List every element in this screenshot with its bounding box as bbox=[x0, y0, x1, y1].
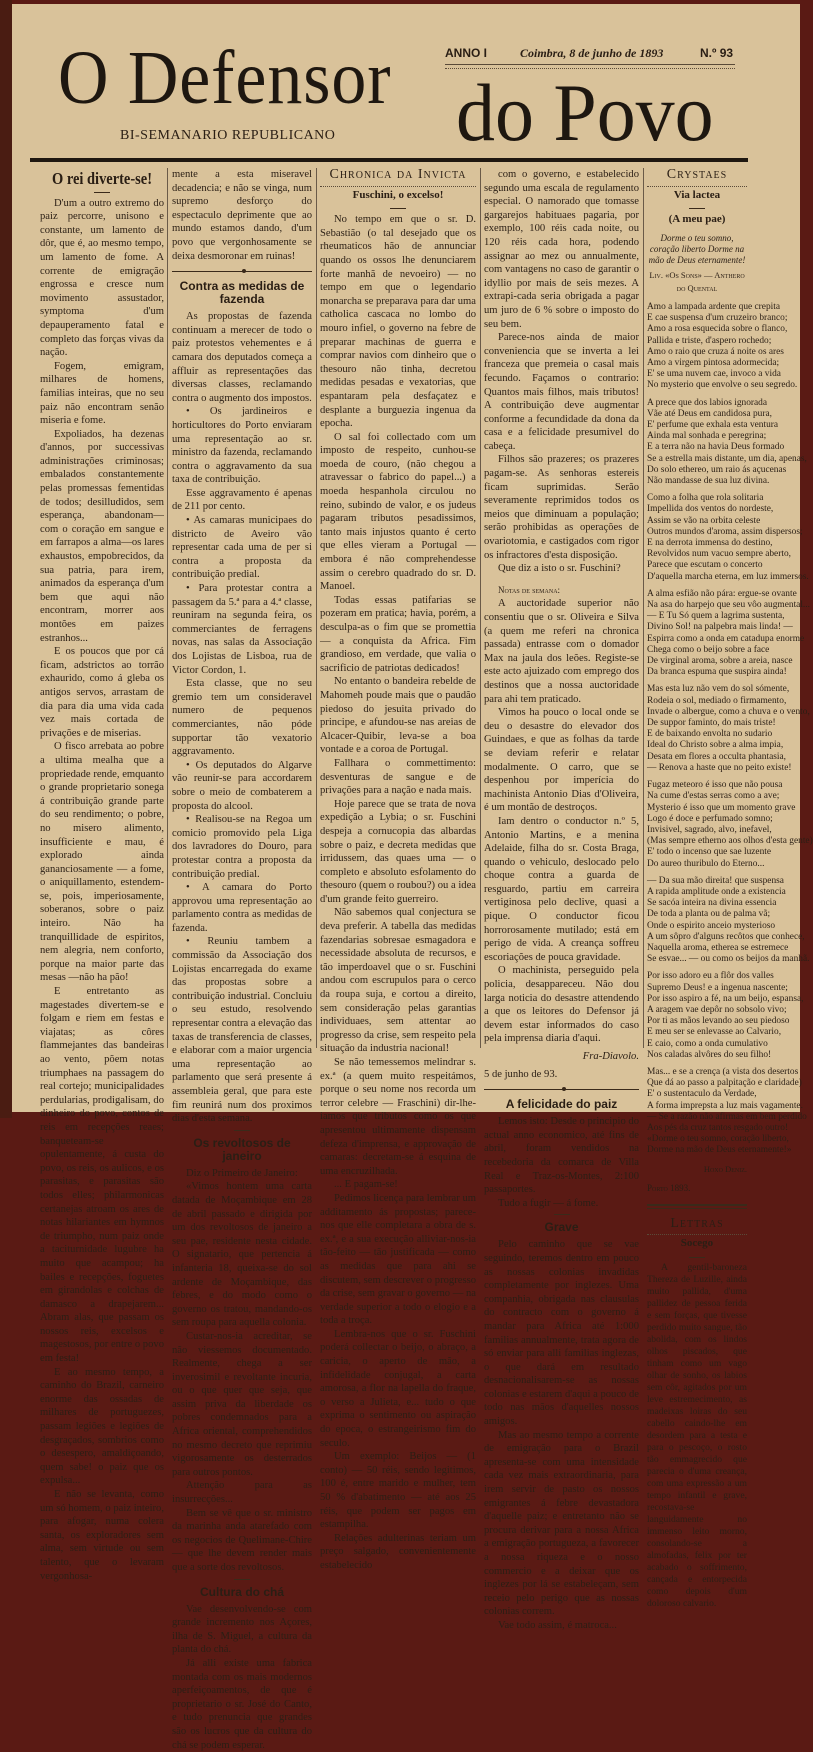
paragraph: D'um a outro extremo do paiz percorre, unisono e constante, um lamento de dôr, que é, ao mesmo tempo, um lamento de fome. A corrente de emigração engrossa e cresce num movimento assustador, symptoma d'um depauperamento fatal e completo das forças vivas da nação. bbox=[40, 197, 164, 359]
stanza bbox=[647, 875, 810, 966]
article-body bbox=[40, 197, 164, 1584]
section-body bbox=[484, 1238, 639, 1632]
poem-line: Espirra como a onda em catadupa enorme bbox=[647, 633, 805, 644]
poem-place-date: Porto 1893. bbox=[647, 1183, 691, 1194]
poem-line: Naquella aroma, etherea se estremece bbox=[647, 942, 789, 953]
stanza bbox=[647, 684, 810, 774]
issue-number: N.º 93 bbox=[700, 46, 734, 60]
poem-line: D'aquella marcha eterna, em luz immersos. bbox=[647, 571, 809, 582]
paragraph: Attenção para as insurrecções... bbox=[172, 1480, 312, 1506]
column-1 bbox=[40, 168, 164, 1582]
poem-line: Mas... e se a crença (a vista dos desertos bbox=[647, 1066, 799, 1077]
ornament bbox=[689, 208, 705, 209]
poem-line: Se sacóa inteira na divina essencia bbox=[647, 898, 777, 909]
book-binding bbox=[0, 0, 12, 1118]
paragraph: O fisco arrebata ao pobre a ultima mealha que a propriedade rende, emquanto o grande proprietario sonega á contribuição grande parte do seu rendimento; o pobre, no misero alimento, insufficiente e mau, é explorado ainda gananciosamente — a fome, o aniquillamento, estendem-se, pois, imperiosamente, soberanos, sobre o paiz inteiro. Não ha tranquillidade de espiritos, nem alegria, nem conforto, porque na maior parte das mesas —não ha pão! bbox=[40, 741, 164, 984]
poem-line: A aragem vae depôr no sobsolo vivo; bbox=[647, 1004, 787, 1015]
epigraph-source: Liv. «Os Sons» — Anthero do Quental bbox=[649, 269, 745, 294]
poem-line: De virginal aroma, sobre a areia, nasce bbox=[647, 656, 793, 667]
paragraph: • Realisou-se na Regoa um comicio promovido pela Liga dos lavradores do Douro, para protestar contra a proposta da contribuição predial. bbox=[172, 814, 312, 880]
ornament bbox=[554, 1214, 570, 1215]
notes-body bbox=[484, 597, 639, 1046]
poem-line: Invade o albergue, como a chuva e o vento, bbox=[647, 706, 810, 717]
poem-line: Revolvidos num vacuo sempre aberto, bbox=[647, 549, 791, 560]
poem-line: Por isso adoro eu a flôr dos valles bbox=[647, 971, 774, 982]
paragraph: E ao mesmo tempo, a caminho do Brazil, carneiro enorme das ossadas de milhares de portuguezes, passam legiões e legiões de desgraçados, sombrios como o desespero, amaldiçoando, quem sabe! o paiz que os expulsa... bbox=[40, 1366, 164, 1487]
paragraph: No entanto o bandeira rebelde de Mahomeh poude mais que o paudão piedoso do jesuita privado do principe, e afundou-se nas areias de Alcacer-Quibir, leva-se a boa vontade e a coroa de Portugal. bbox=[320, 676, 476, 756]
ornament bbox=[234, 1579, 250, 1580]
section-body bbox=[172, 310, 312, 1126]
column-5 bbox=[647, 167, 813, 1609]
poem-line: «Dorme o teu somno, coração liberto, bbox=[647, 1134, 789, 1145]
section-title: Grave bbox=[544, 1220, 579, 1235]
poem-line: (Mas sempre etherno aos olhos d'esta gente) bbox=[647, 836, 813, 847]
poem-line: — Da sua mão direita! que suspensa bbox=[647, 875, 784, 886]
poem-line: Se esvae... — ou como os beijos da manhã. bbox=[647, 954, 810, 965]
poem-line: E caio, como a onda cumulativo bbox=[647, 1038, 768, 1049]
column-divider bbox=[316, 168, 317, 1048]
paragraph: No tempo em que o sr. D. Sebastião (o tal desejado que os rheumaticos hão de annunciar quando os ossos lhe denunciarem forte manhã de nevoeiro) — no tempo em que o legendario monarcha se preparava para dar uma catholica cascaca no lombo do mouro infiel, o governo na febre de preparar machinas de guerra e comprar navios com dinheiro que o thesouro não tinha, decretou medidas pesadas e vexatorias, que espantaram pela desfaçatez e desplante a burguezia ingenua da epocha. bbox=[320, 214, 476, 430]
poem-line: Amo a lampada ardente que crepita bbox=[647, 301, 781, 312]
masthead-title-continued: do Povo bbox=[456, 67, 714, 158]
poem-line: Divino Sol! na palpebra mais linda! — bbox=[647, 622, 793, 633]
section-header: Lettras bbox=[647, 1217, 747, 1236]
stanza bbox=[647, 493, 809, 583]
section-title: Os revoltosos de janeiro bbox=[193, 1135, 291, 1163]
poem-line: A um sôpro d'alguns recôtos que conhece, bbox=[647, 931, 805, 942]
poem-line: Aos pés da cruz tantos resgado outro! bbox=[647, 1122, 789, 1133]
poem-line: De toda a planta ou de palma vã; bbox=[647, 909, 771, 920]
poem-line: — E Tu Só quem a lagrima sustenta, bbox=[647, 611, 785, 622]
article-title: O rei diverte-se! bbox=[51, 169, 153, 188]
column-4 bbox=[484, 168, 639, 1631]
poem-line: No mysterio que envolve o seu segredo. bbox=[647, 380, 798, 391]
masthead-title: O Defensor bbox=[58, 36, 392, 120]
poem-line: A rapida amplitude onde a existencia bbox=[647, 886, 786, 897]
paragraph: Fallhara o commettimento: desventuras de sangue e de privações para a nação e nada mais. bbox=[320, 757, 476, 797]
poem-line: Se a estrella mais distante, um dia, apenas, bbox=[647, 453, 807, 464]
stanza bbox=[647, 780, 813, 870]
poem-line: Desata em flores a occulta phantasia, bbox=[647, 751, 786, 762]
section-body bbox=[172, 1603, 312, 1752]
poem-line: Por ti as mãos levando ao seu piedoso bbox=[647, 1016, 790, 1027]
poem-body bbox=[647, 301, 813, 1157]
story-title: Socego bbox=[680, 1237, 714, 1250]
article-body bbox=[320, 213, 476, 1572]
section-body bbox=[172, 1167, 312, 1575]
paragraph: Custar-nos-ia acreditar, se não viessemos documentado. Realmente, chega a ser inverosimil e revoltante incuria, ou o que quer que seja, que assim priva da liberdade os pobres condemnados para a Africa oriental, comprehendidos no mesmo decreto que reprimiu vigorosamente os desterrados para outros pontos. bbox=[172, 1330, 312, 1478]
poem-line: Do aureo thuribulo do Eterno... bbox=[647, 858, 765, 869]
paragraph: Lemos isto: Desde o principio do actual anno economico, até fins de abril, foram vendidos na recebedoria da comarca de Villa Real e Traz-os-Montes, 2:100 passaportes. bbox=[484, 1116, 639, 1196]
paragraph: Pelo caminho que se vae seguindo, teremos dentro em pouco as nossas colonias invadidas completamente por inglezes. Uma companhia, obrigada nas clausulas do contracto com o governo á mandar para Africa até 1:000 familias annualmente, trata agora de só enviar para alli familias inglezas, o que dará em resultado desnacionalisarem-se as nossas colonias e estarem d'aqui a pouco de todo nas mãos d'aquelles nossos amigos. bbox=[484, 1239, 639, 1428]
poem-line: Do solo ethereo, um raio ás açucenas bbox=[647, 464, 787, 475]
paragraph: O machinista, perseguido pela policia, desappareceu. Não dou larga noticia do desastre attendendo a que os leitores do Defensor já devem estar informados do caso pela imprensa diaria d'aqui. bbox=[484, 965, 639, 1045]
header-divider bbox=[30, 158, 748, 162]
paragraph: A gentil-baroneza Thereza de Luzille, ainda muito pallida, d'uma pallidez de pessoa ferida e sem forças, que tivesse perdido muito sangue, tão abolida, com os lindos olhos piscados, que tinham como um vago olhar de sonho, os labios sem côr, agitados por um leve estremecimento, as madeixas loiras do seu cabello caindo-lhe em desordem para a testa e para o pescoço, o rosto tão emmagrecido que parecia o d'uma creança, com uma expressão a um tempo infantil e grave, recostava-se languidamente no immenso leito morno, consolando-se a almofadas, felix por ter acabado o soffrimento, cançada e entorpecida como depois d'um doloroso calvario. bbox=[647, 1261, 747, 1609]
paragraph: • Os deputados do Algarve vão reunir-se para accordarem sobre o meio de combaterem a proposta do alcool. bbox=[172, 759, 312, 812]
paragraph: Relações adulterinas teriam um preço salgado, convenientemente estabelecido bbox=[320, 1532, 476, 1571]
poem-dedication: (A meu pae) bbox=[668, 213, 726, 226]
poem-line: Outros mundos d'aroma, assim dispersos; bbox=[647, 526, 803, 537]
dateline: 5 de junho de 93. bbox=[484, 1068, 558, 1080]
paragraph: com o governo, e estabelecido segundo uma escala de regulamento especial. O namorado que tomasse gargarejos habituaes pagaria, por exemplo, 100 réis cada noite, ou 120 réis cada hora, podendo assignar ao mez ou annualmente, com vantagens no caso de garantir o idyllio por mais de seis mezes. A extrapi-cada seria obrigada a pagar um juro de 6 % sobre o imposto do seu bem. bbox=[484, 169, 639, 330]
paragraph: Mas ao mesmo tempo a corrente de emigração para o Brazil apresenta-se com uma intensidade cada vez mais extraordinaria, para irem servir de pasto os nossos emigrantes á febre devastadora d'aquelle paiz; e entretanto não se procura derivar para a nossa Africa a emigração portugueza, a favorecer a nossa riqueza e o nosso commercio e a deixar que os inglezes por lá se estabeleçam, sem receio pelo perigo que as nossas colonias correm. bbox=[484, 1429, 639, 1618]
ornament bbox=[234, 1130, 250, 1131]
paragraph: Que diz a isto o sr. Fuschini? bbox=[498, 563, 621, 575]
section-body bbox=[484, 1115, 639, 1210]
poem-line: Nos caladas alvôres do seu filho! bbox=[647, 1049, 772, 1060]
column-2 bbox=[172, 168, 312, 1751]
poem-line: Por isso aspiro a fé, na um beijo, espansa, bbox=[647, 993, 804, 1004]
paragraph: As propostas de fazenda continuam a merecer de todo o paiz protestos vehementes e á camara dos deputados começa a affluir as representações das diversas classes, reclamando contra o augmento dos impostos. bbox=[172, 311, 312, 404]
paragraph: Parece-nos ainda de maior conveniencia que se inverta a lei franceza que premeia o casal mais fecundo. Façamos o contrario: Quantos mais filhos, mais tributos! A contribuição deve augmentar conforme a fecundidade da dona da casa e a felicidade presumivel do cabeça. bbox=[484, 332, 639, 452]
paragraph: ... E pagam-se! bbox=[334, 1179, 398, 1191]
paragraph: Filhos são prazeres; os prazeres pagam-se. As senhoras estereis ficam suprimidas. Serão severamente reprimidos todos os meios que diminuam a população; serão prohibidas as operações de ovariotomia, e castigados com rigor os infractores d'esta disposição. bbox=[484, 454, 639, 561]
paragraph: O sal foi collectado com um imposto de respeito, cunhou-se moeda de couro, (não chegou a atravessar o fabrico do papel...) a moeda hespanhola circulou no reino, subindo de valor, e os judeus pagaram tributos pesadissimos, tanto mais injustos quanto é certo que elles vieram a Portugal — embora é não comprehendesse assim o cerebro quadrado do sr. D. Manoel. bbox=[320, 431, 476, 593]
paragraph: Vae desenvolvendo-se com grande incremento nos Açores, ilha de S. Miguel, a cultura da planta do chá. bbox=[172, 1603, 312, 1656]
masthead-subtitle: BI-SEMANARIO REPUBLICANO bbox=[120, 128, 336, 143]
section-rule bbox=[647, 1204, 747, 1209]
stanza bbox=[647, 301, 798, 392]
poem-title: Via lactea bbox=[673, 188, 721, 201]
ornament bbox=[689, 1257, 705, 1258]
issue-year: ANNO I bbox=[445, 46, 487, 60]
poem-line: — Se a razão não afirmas em bem perdido bbox=[647, 1111, 807, 1122]
paragraph: Tudo a fugir — á fome. bbox=[498, 1197, 599, 1209]
poem-line: A alma esfião não pára: ergue-se ovante bbox=[647, 588, 797, 599]
poem-line: Rodeia o sol, mediado o firmamento, bbox=[647, 695, 787, 706]
stanza bbox=[647, 971, 804, 1061]
column-divider bbox=[643, 168, 644, 1048]
paragraph: • Para protestar contra a passagem da 5.ª para a 4.ª classe, reuniram na segunda feira, os commerciantes de ferragens novas, nas salas da Associação dos Lojistas de Lisboa, rua de Victor Cordon, 1. bbox=[172, 583, 312, 676]
paragraph: Expoliados, ha dezenas d'annos, por successivas administrações criminosas; embalados constantemente pelas promessas fementidas de todos; desilludidos, sem esperança, abandonam—com o coração em sangue e em farrapos a alma—os lares exhaustos, empobrecidos, da sua patria, para irem, animados da esperança d'um bem que aqui não encontram, morrer aos montões em paizes estranhos... bbox=[40, 428, 164, 644]
poem-line: Que dá ao passo a palpitação e claridade) bbox=[647, 1078, 802, 1089]
poem-line: Invisivel, sagrado, alvo, inefavel, bbox=[647, 824, 772, 835]
poem-line: Amo a virgem pintosa adormecida; bbox=[647, 357, 780, 368]
signature: Fra-Diavolo. bbox=[582, 1051, 639, 1062]
column-3 bbox=[320, 167, 476, 1571]
paragraph: Já alli existe uma fabrica montada com os mais modernos aperfeiçoamentos, de que é proprietario o sr. José do Canto, e tudo prenuncia que grandes são os lucros que da cultura do chá se podem esperar. bbox=[172, 1657, 312, 1751]
poem-line: Supremo Deus! e a ingenua nascente; bbox=[647, 982, 788, 993]
paragraph: Fogem, emigram, milhares de homens, familias inteiras, que no seu paiz não encontram senão miseria e fome. bbox=[40, 360, 164, 427]
poem-line: E' perfume que exhala esta ventura bbox=[647, 420, 779, 430]
paragraph: Se não temessemos melindrar s. ex.ª (a quem muito respeitámos, porque o seu nome nos recorda um terror celebre — Fraschini) dir-lhe-iamos que tributos como os que apresentou ultimamente dispensam defeza d'imprensa, e approvação de camaras: decretam-se á esquina de uma encruzilhada. bbox=[320, 1057, 476, 1177]
poem-line: Assim se vão na orbita celeste bbox=[647, 515, 761, 526]
paragraph: E não se levanta, como um só homem, o paiz inteiro, para afogar, numa colera santa, os exploradores sem alma, sem virtude ou sem talento, que o levaram vergonhosa- bbox=[40, 1489, 164, 1582]
epigraph: Dorme o teu somno, coração liberto Dorme na mão de Deus eternamente! bbox=[648, 232, 746, 265]
poem-line: Impellida dos ventos do nordeste, bbox=[647, 504, 774, 515]
poem-line: E na derrota immensa do destino, bbox=[647, 538, 773, 549]
poem-line: Ideal do Christo sobre a alma impia, bbox=[647, 740, 784, 751]
article-title: Fuschini, o excelso! bbox=[352, 188, 444, 201]
paragraph: • Reuniu tambem a commissão da Associação dos Lojistas encarregada do exame das propostas sobre a contribuição industrial. Concluiu o seu estudo, resolvendo representar contra a elevação das taxas de transferencia de classes, e elaborar com a maior urgencia uma representação ao parlamento que será presente á assembleia geral, que para este fim reunirá num dos proximos dias d'esta semana. bbox=[172, 936, 312, 1125]
poem-line: Parece que escutam o concerto bbox=[647, 560, 763, 571]
poem-line: Dorme na mão de Deus eternamente!» bbox=[647, 1145, 792, 1156]
poem-line: A prece que dos labios ignorada bbox=[647, 397, 768, 408]
section-rule bbox=[172, 271, 312, 272]
section-title: Cultura do chá bbox=[199, 1584, 284, 1599]
poem-line: Onde o espirito anceio mysterioso bbox=[647, 920, 776, 931]
paragraph: Vae todo assim, é matroca... bbox=[498, 1619, 617, 1631]
stanza bbox=[647, 588, 810, 679]
poem-line: Na cume d'estas serras como a ave; bbox=[647, 791, 780, 802]
poem-line: Pallida e triste, d'aspero rochedo; bbox=[647, 335, 772, 346]
paragraph: E entretanto as magestades divertem-se e folgam e riem em festas e viajatas; as côres flammejantes das bandeiras ao vento, põem notas triumphaes na passagem do real cortejo; municipalidades perdularias, prodigalisam, do dinheiro do povo, contos de reis em recepções reaes; banqueteam-se opulentamente, á custa do povo, os reis, os aulicos, e os parasitas, e parasitas são todos elles; philarmonicas certanejas atroam os ares de notas hilariantes em hymnos de triumpho, num paiz onde a taciturnidade lugubre ha muito que acampou; ha bailes e recepções, foguetes em girandolas e colchas de damasco a drapejarem... Abram alas, que passam os nossos reis, excelsos e magestosos, por entre o povo em festa! bbox=[40, 986, 164, 1365]
poem-line: Não mandasse de sua luz divina. bbox=[647, 476, 770, 487]
poem-line: E de baixando envolta no sudario bbox=[647, 729, 773, 740]
story-body bbox=[647, 1262, 747, 1610]
paragraph: Bem se vê que o sr. ministro da marinha anda atarefado com os negocios de Quelimane-Chire — que lhe devem render mais que a sorte dos revoltosos. bbox=[172, 1507, 312, 1573]
poem-line: Da branca espuma que suspira ainda! bbox=[647, 667, 787, 678]
poem-line: E a terra não na havia Deus formado bbox=[647, 442, 785, 453]
paragraph: Lembra-nos que o sr. Fuschini poderá collectar o beijo, o abraço, a caricia, o aperto de mão, a infidelidade conjugal, a carta amorosa, a flor na lapella do fraque, o verso a Julieta, e... tudo o que exprima o sentimento ou aspiração do epoca, o estrangeirismo fim do seculo. bbox=[320, 1328, 476, 1449]
ornament bbox=[390, 208, 406, 209]
poem-line: De suppor faminto, do mais triste! bbox=[647, 718, 776, 729]
poem-line: Na asa do harpejo que seu vôo augmental... bbox=[647, 600, 810, 611]
section-title: A felicidade do paiz bbox=[505, 1097, 618, 1112]
poem-line: Ainda mal sonhada e peregrina; bbox=[647, 431, 767, 442]
poem-line: Vãe até Deus em candidosa pura, bbox=[647, 408, 772, 419]
poem-line: Mysterio é isso que um momento grave bbox=[647, 802, 796, 813]
masthead-rule bbox=[445, 64, 735, 69]
paragraph: E os poucos que por cá ficam, adstrictos ao torrão exhaurido, como á gleba os antigos servos, arrastam de dia para dia uma vida cada vez mais cortada de privações e de miserias. bbox=[40, 646, 164, 739]
place-date: Coimbra, 8 de junho de 1893 bbox=[520, 46, 664, 60]
paragraph: • Os jardineiros e horticultores do Porto enviaram uma representação ao sr. ministro da fazenda, reclamando contra o aggravamento da sua taxa de contribuição. bbox=[172, 406, 312, 486]
column-divider bbox=[480, 168, 481, 1048]
poem-line: Amo o raio que cruza á noite os ares bbox=[647, 346, 784, 357]
column-divider bbox=[167, 168, 168, 1048]
section-rule bbox=[484, 1089, 639, 1090]
article-continuation: mente a esta miseravel decadencia; e não se vinga, num supremo desforço do espectaculo deprimente que ao mundo estamos dando, d'um povo que vergonhosamente se deixa desmoronar em ruinas! bbox=[172, 169, 312, 262]
poem-line: E cae suspensa d'um cruzeiro branco; bbox=[647, 313, 788, 324]
ornament bbox=[94, 192, 110, 193]
paragraph: Iam dentro o conductor n.º 5, Antonio Martins, e a menina Adelaide, filha do sr. Costa Braga, quando o vehiculo, deslocado pelo choque contra a guarda de resguardo, partiu em carreira vertiginosa pelo declive, quasi a pique. O conductor ficou horrorosamente mutilado; está em perigo de vida. A creança soffreu escoriações de pouca gravidade. bbox=[484, 815, 639, 963]
poem-line: Mas esta luz não vem do sol sómente, bbox=[647, 684, 790, 695]
paragraph: Vimos ha pouco o local onde se deu o desastre do elevador dos Guindaes, e que as folhas da tarde se deviam referir e relatar modalmente. O carro, que se despenhou por imperícia do machinista Antonio Dias d'Oliveira, é um montão de destroços. bbox=[484, 707, 639, 814]
paragraph: Todas essas patifarias se pozeram em pratica; havia, porém, a desculpa-as o fim que se promettia — a conquista da Africa. Fim grandioso, em verdade, que valia o sacrificio de patriotas dedicados! bbox=[320, 594, 476, 674]
poem-line: E' o sustentaculo da Verdade, bbox=[647, 1089, 757, 1100]
poem-line: E' se uma nuvem cae, invoco a vida bbox=[647, 369, 781, 380]
paragraph: Não sabemos qual conjectura se deva preferir. A tabella das medidas fazendarias sobresae esmagadora e necessidade absoluta de recursos, e tão imperdoavel que o sr. Fuschini andou com escrupulos para o cerco da roupa suja, e cortou a direito, sem consideração pelas garantias individuaes, sem attentar ao progresso da crise, sem respeito pela situação da industria nacional! bbox=[320, 907, 476, 1055]
paragraph: Um exemplo: Beijos — (1 conto) — 50 réis, sendo legitimos, 100 é, entre marido e mulher, tem 50 % d'abatimento — até aos 25 réis, que podem ser pagos em estampilha. bbox=[320, 1451, 476, 1531]
poem-line: A forma imprepsta a luz mais vagamente. bbox=[647, 1100, 803, 1111]
paragraph: • As camaras municipaes do districto de Aveiro vão representar cada uma de per si contra a proposta da contribuição predial. bbox=[172, 515, 312, 581]
poem-author: Hoxo Deniz. bbox=[703, 1163, 747, 1174]
article-body bbox=[484, 168, 639, 576]
poem-line: Amo a rosa esquecida sobre o flanco, bbox=[647, 324, 788, 335]
section-title: Contra as medidas de fazenda bbox=[179, 279, 305, 307]
paragraph: «Vimos hontem uma carta datada de Moçambique em 28 de abril passado e dirigida por um dos revoltosos de janeiro a seu pae, residente nesta cidade. O signatario, que pertencia á infanteria 18, queixa-se do sol ardente de Moçambique, das febres, e do modo como o governo os tratou, mandando-os sem roupa para aquella colonia. bbox=[172, 1181, 312, 1329]
section-header: Crystaes bbox=[647, 168, 747, 187]
section-header: Chronica da Invicta bbox=[320, 168, 476, 187]
paragraph: Esta classe, que no seu gremio tem um consideravel numero de pequenos commerciantes, não póde supportar tão vexatorio aggravamento. bbox=[172, 678, 312, 758]
stanza bbox=[647, 1066, 807, 1157]
poem-line: Logo é doce e perfumado somno; bbox=[647, 813, 773, 824]
paragraph: Hoje parece que se trata de nova expedição a Lybia; o sr. Fuschini despeja a cornucopia das albardas sobre o paiz, e decreta medidas que irridussem, das quaes uma — o completo e absoluto esfolamento do thesouro (quem o roubou?) ou a idea d'um grande feito guerreiro. bbox=[320, 798, 476, 905]
paragraph: • A camara do Porto approvou uma representação ao parlamento contra as medidas de fazenda. bbox=[172, 882, 312, 934]
poem-line: E meu ser se enlevasse ao Calvario, bbox=[647, 1027, 782, 1038]
stanza bbox=[647, 397, 807, 488]
poem-line: — Renova a haste que no peito existe! bbox=[647, 762, 792, 773]
paragraph: A auctoridade superior não consentiu que o sr. Oliveira e Silva (a quem me referi na chronica passada) entrasse com o domador Max na jaula dos leões. Registe-se este acto ajuizado com emprego dos destinos que a nossa auctoridade para ahi tem praticado. bbox=[484, 598, 639, 705]
poem-line: E' todo o incenso que sae luzente bbox=[647, 847, 772, 858]
paragraph: Diz o Primeiro de Janeiro: bbox=[186, 1167, 298, 1179]
notes-label: Notas de semana: bbox=[498, 584, 561, 595]
paragraph: Esse aggravamento é apenas de 211 por cento. bbox=[172, 487, 312, 513]
poem-line: Fugaz meteoro é isso que não pousa bbox=[647, 780, 783, 791]
poem-line: Chega como o beijo sobre a face bbox=[647, 644, 770, 655]
poem-line: Como a folha que rola solitaria bbox=[647, 493, 764, 504]
paragraph: Pedimos licença para lembrar um additamento ás propostas; parece-nos que elle completara a obra de s. ex.ª, e a sua execução alliviar-nos-ia tão-feito — tão justificada — como as medidas que para ahi se discutem, sem descrever o progresso da crise, sem gravar o governo — na verdade superior a todo o elogio e a toda a troça. bbox=[320, 1192, 476, 1327]
